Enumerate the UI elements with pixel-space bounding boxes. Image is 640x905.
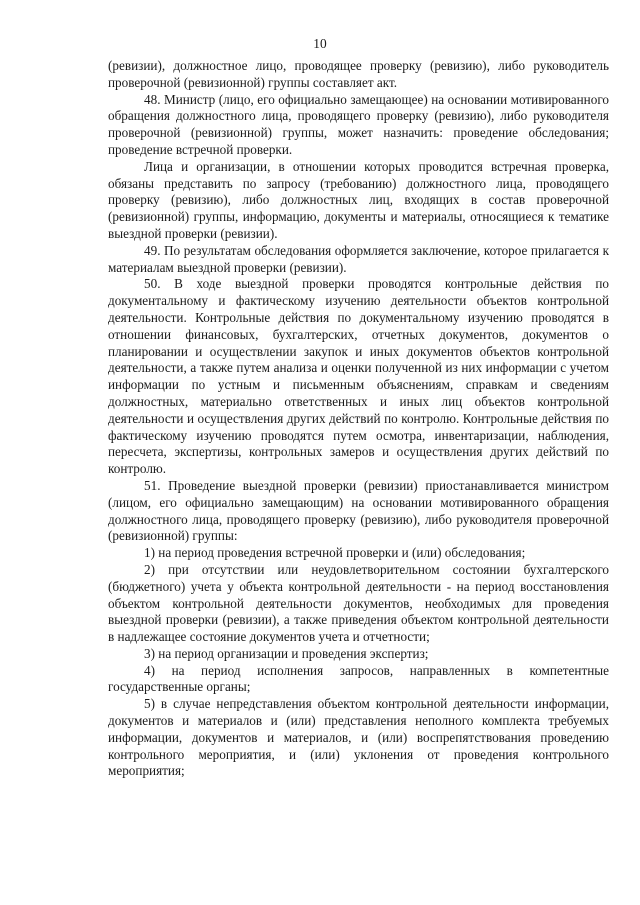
list-item-1: 1) на период проведения встречной проверки и (или) обследования; [144, 545, 526, 561]
list-item-2: 2) при отсутствии или неудовлетворительном состоянии бухгалтерского (бюджетного) учета у объекта контрольной деятельности - на период восстановления объектом контрольной деятельности документов, необходимых для проведения выездной проверки (ревизии), а также приведения объектом контрольной деятельности в надлежащее состояние документов учета и отчетности; [108, 561, 609, 645]
paragraph-50: 50. В ходе выездной проверки проводятся контрольные действия по документальному и фактическому изучению деятельности объектов контрольной деятельности. Контрольные действия по документальному изучению проводятся в отношении финансовых, бухгалтерских, отчетных документов, документов о планировании и осуществлении закупок и иных документов объектов контрольной деятельности, а также путем анализа и оценки полученной из них информации с учетом информации по устным и письменным объяснениям, справкам и сведениям должностных, материально ответственных и иных лиц объектов контрольной деятельности и осуществления других действий по контролю. Контрольные действия по фактическому изучению проводятся путем осмотра, инвентаризации, наблюдения, пересчета, экспертизы, контрольных замеров и осуществления других действий по контролю. [108, 276, 609, 477]
list-item-3: 3) на период организации и проведения экспертиз; [144, 645, 429, 661]
list-item-5: 5) в случае непредставления объектом контрольной деятельности информации, документов и материалов и (или) представления неполного комплекта требуемых информации, документов и материалов, и (или) воспрепятствования проведению контрольного мероприятия, и (или) уклонения от проведения контрольного мероприятия; [108, 696, 609, 779]
list-item-4: 4) на период исполнения запросов, направленных в компетентные государственные органы; [108, 662, 609, 695]
paragraph-48-counter-check: Лица и организации, в отношении которых проводится встречная проверка, обязаны представить по запросу (требованию) должностного лица, проводящего проверку (ревизию), либо должностных лиц, входящих в состав проверочной (ревизионной) группы, информацию, документы и материалы, относящиеся к тематике выездной проверки (ревизии). [108, 158, 609, 241]
paragraph-continuation: (ревизии), должностное лицо, проводящее проверку (ревизию), либо руководитель проверочной (ревизионной) группы составляет акт. [108, 58, 609, 90]
document-body [108, 58, 609, 780]
paragraph-49: 49. По результатам обследования оформляется заключение, которое прилагается к материалам выездной проверки (ревизии). [108, 242, 609, 275]
page-number: 10 [313, 36, 327, 51]
paragraph-51: 51. Проведение выездной проверки (ревизии) приостанавливается министром (лицом, его официально замещающим) на основании мотивированного обращения должностного лица, проводящего проверку (ревизию), либо руководителя проверочной (ревизионной) группы: [108, 477, 609, 544]
paragraph-48: 48. Министр (лицо, его официально замещающее) на основании мотивированного обращения должностного лица, проводящего проверку (ревизию), либо руководителя проверочной (ревизионной) группы, может назначить: проведение обследования; проведение встречной проверки. [108, 91, 609, 157]
